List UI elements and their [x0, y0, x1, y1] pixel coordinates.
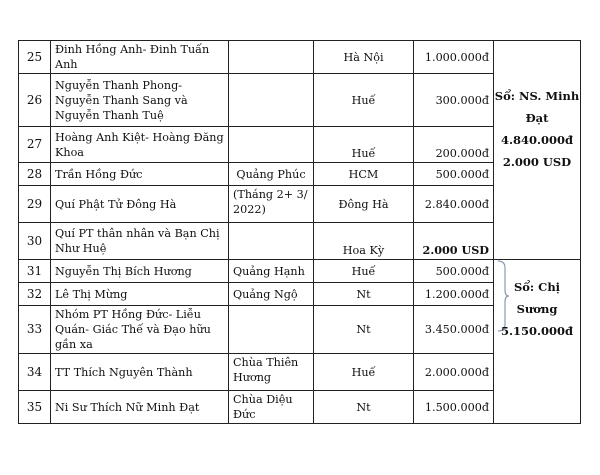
- donor-location: Nt: [314, 306, 414, 354]
- donor-affiliation: Quảng Phúc: [229, 163, 314, 186]
- donation-amount: 200.000đ: [414, 127, 494, 163]
- donation-amount: 2.000 USD: [414, 223, 494, 260]
- row-number: 33: [19, 306, 51, 354]
- row-number: 26: [19, 74, 51, 127]
- donor-location: Đông Hà: [314, 186, 414, 223]
- donor-affiliation: [229, 306, 314, 354]
- donor-name: Lê Thị Mừng: [51, 283, 229, 306]
- donation-amount: 1.500.000đ: [414, 391, 494, 424]
- donor-location: Huế: [314, 127, 414, 163]
- donor-name: Nguyễn Thị Bích Hương: [51, 260, 229, 283]
- ledger-total-vnd: 5.150.000đ: [500, 324, 574, 338]
- ledger-total-usd: 2.000 USD: [502, 155, 572, 169]
- donor-location: Huế: [314, 74, 414, 127]
- ledger-note-chi-suong: [494, 276, 580, 342]
- donor-location: Huế: [314, 260, 414, 283]
- row-number: 32: [19, 283, 51, 306]
- row-number: 31: [19, 260, 51, 283]
- donor-affiliation: [229, 41, 314, 74]
- donor-affiliation: (Tháng 2+ 3/ 2022): [229, 186, 314, 223]
- donor-location: Nt: [314, 283, 414, 306]
- donor-name: Nguyễn Thanh Phong- Nguyễn Thanh Sang và Nguyễn Thanh Tuệ: [51, 74, 229, 127]
- ledger-total-vnd: 4.840.000đ: [500, 133, 574, 147]
- donation-amount: 2.000.000đ: [414, 354, 494, 391]
- donor-name: Ni Sư Thích Nữ Minh Đạt: [51, 391, 229, 424]
- donor-affiliation: [229, 223, 314, 260]
- donation-amount: 3.450.000đ: [414, 306, 494, 354]
- donor-location: Hoa Kỳ: [314, 223, 414, 260]
- donor-affiliation: [229, 127, 314, 163]
- row-number: 30: [19, 223, 51, 260]
- donation-amount: 300.000đ: [414, 74, 494, 127]
- table-row: [19, 41, 581, 74]
- donation-amount: 2.840.000đ: [414, 186, 494, 223]
- donor-name: Quí Phật Tử Đông Hà: [51, 186, 229, 223]
- donor-affiliation: Quảng Ngộ: [229, 283, 314, 306]
- donor-name: Nhóm PT Hồng Đức- Liễu Quán- Giác Thế và Đạo hữu gần xa: [51, 306, 229, 354]
- donor-affiliation: [229, 74, 314, 127]
- row-number: 27: [19, 127, 51, 163]
- donor-name: Hoàng Anh Kiệt- Hoàng Đăng Khoa: [51, 127, 229, 163]
- row-number: 29: [19, 186, 51, 223]
- donor-location: HCM: [314, 163, 414, 186]
- donation-amount: 1.200.000đ: [414, 283, 494, 306]
- donation-amount: 1.000.000đ: [414, 41, 494, 74]
- ledger-note-cell-chi-suong: [494, 260, 581, 424]
- donor-name: Đinh Hồng Anh- Đinh Tuấn Anh: [51, 41, 229, 74]
- donation-amount: 500.000đ: [414, 260, 494, 283]
- ledger-note-minh-dat: [494, 85, 580, 173]
- row-number: 35: [19, 391, 51, 424]
- ledger-label: Sổ: NS. Minh Đạt: [494, 89, 580, 125]
- ledger-note-cell-minh-dat: [494, 41, 581, 260]
- row-number: 28: [19, 163, 51, 186]
- donor-location: Huế: [314, 354, 414, 391]
- donor-location: Nt: [314, 391, 414, 424]
- donor-name: Trần Hồng Đức: [51, 163, 229, 186]
- donor-name: Quí PT thân nhân và Bạn Chị Như Huệ: [51, 223, 229, 260]
- donor-affiliation: Quảng Hạnh: [229, 260, 314, 283]
- donation-table: [18, 40, 581, 424]
- donor-name: TT Thích Nguyên Thành: [51, 354, 229, 391]
- row-number: 25: [19, 41, 51, 74]
- donor-location: Hà Nội: [314, 41, 414, 74]
- donor-affiliation: Chùa Diệu Đức: [229, 391, 314, 424]
- table-row: [19, 260, 581, 283]
- donation-amount: 500.000đ: [414, 163, 494, 186]
- ledger-label: Sổ: Chị Sương: [513, 280, 561, 316]
- donor-affiliation: Chùa Thiên Hương: [229, 354, 314, 391]
- row-number: 34: [19, 354, 51, 391]
